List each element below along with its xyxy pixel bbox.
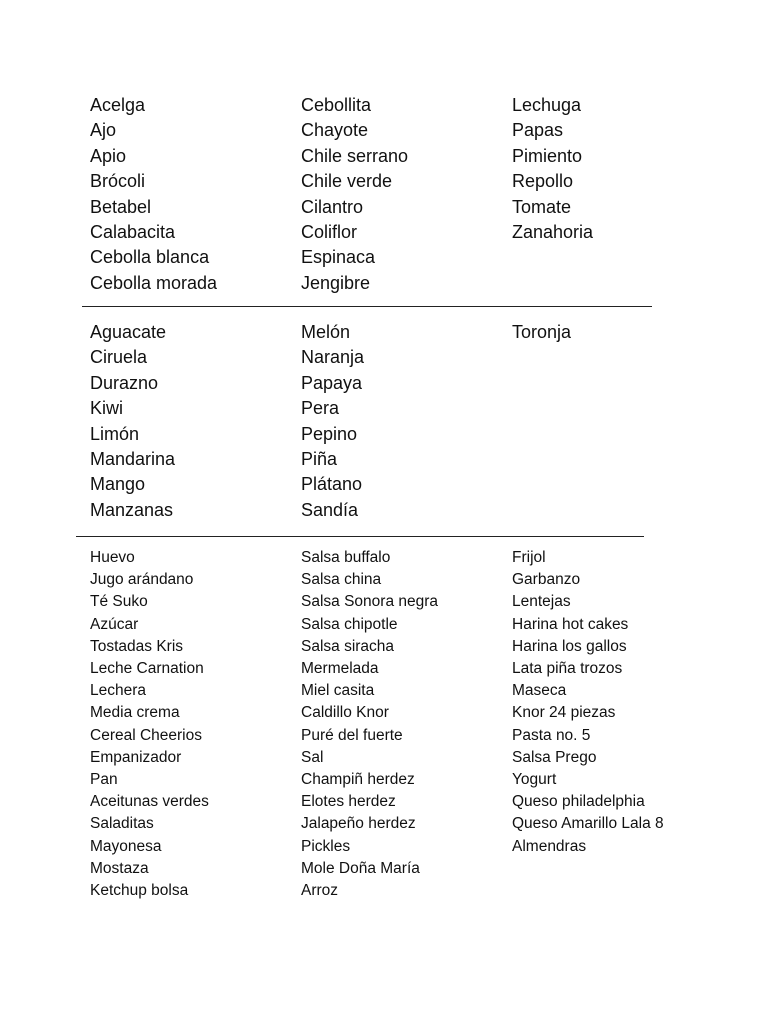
list-item: Papaya	[301, 372, 363, 393]
vegetables-section	[90, 93, 723, 296]
list-item: Mole Doña María	[301, 859, 420, 877]
list-item: Manzanas	[90, 499, 174, 520]
list-item: Frijol	[512, 549, 546, 566]
list-item: Tomate	[512, 196, 572, 217]
list-item: Té Suko	[90, 593, 148, 611]
list-item: Betabel	[90, 196, 152, 217]
list-item: Espinaca	[301, 247, 376, 268]
list-item: Sal	[301, 748, 324, 766]
list-item: Pimiento	[512, 145, 583, 166]
list-item: Almendras	[512, 837, 587, 855]
list-item: Mostaza	[90, 859, 149, 877]
list-item: Huevo	[90, 549, 135, 566]
list-item: Knor 24 piezas	[512, 704, 616, 722]
list-item: Saladitas	[90, 815, 154, 833]
fruits-section	[90, 320, 723, 523]
list-item: Lentejas	[512, 593, 571, 611]
fruits-column-1	[90, 320, 301, 523]
list-item: Salsa china	[301, 571, 382, 589]
list-item: Champiñ herdez	[301, 771, 415, 789]
fruits-column-3	[512, 320, 723, 523]
list-item: Azúcar	[90, 615, 139, 633]
groceries-columns	[90, 547, 723, 902]
list-item: Cebolla morada	[90, 272, 218, 293]
list-item: Ajo	[90, 120, 117, 141]
list-item: Ciruela	[90, 347, 148, 368]
list-item: Jengibre	[301, 272, 371, 293]
list-item: Sandía	[301, 499, 359, 520]
list-item: Naranja	[301, 347, 365, 368]
list-item: Piña	[301, 449, 338, 470]
groceries-column-2	[301, 547, 512, 902]
list-item: Coliflor	[301, 222, 358, 243]
list-item: Pan	[90, 771, 118, 789]
list-item: Harina los gallos	[512, 637, 627, 655]
list-item: Lechera	[90, 682, 147, 700]
list-item: Empanizador	[90, 748, 182, 766]
list-item: Ketchup bolsa	[90, 882, 189, 900]
list-item: Salsa siracha	[301, 637, 395, 655]
list-item: Aguacate	[90, 322, 167, 342]
list-item: Yogurt	[512, 771, 557, 789]
list-item: Papas	[512, 120, 564, 141]
list-item: Tostadas Kris	[90, 637, 184, 655]
fruits-columns	[90, 320, 723, 523]
list-item: Elotes herdez	[301, 793, 396, 811]
list-item: Salsa chipotle	[301, 615, 398, 633]
list-item: Repollo	[512, 171, 574, 192]
list-item: Pickles	[301, 837, 351, 855]
list-item: Salsa Sonora negra	[301, 593, 439, 611]
list-item: Media crema	[90, 704, 180, 722]
list-item: Leche Carnation	[90, 660, 204, 678]
list-item: Kiwi	[90, 398, 124, 419]
vegetables-column-2	[301, 93, 512, 296]
list-item: Harina hot cakes	[512, 615, 629, 633]
list-item: Jalapeño herdez	[301, 815, 416, 833]
list-item: Brócoli	[90, 171, 146, 192]
list-item: Aceitunas verdes	[90, 793, 209, 811]
list-item: Mandarina	[90, 449, 176, 470]
list-item: Pera	[301, 398, 340, 419]
list-item: Pasta no. 5	[512, 726, 591, 744]
list-item: Chayote	[301, 120, 369, 141]
list-item: Puré del fuerte	[301, 726, 403, 744]
vegetables-column-1	[90, 93, 301, 296]
list-item: Lata piña trozos	[512, 660, 623, 678]
list-item: Salsa Prego	[512, 748, 597, 766]
groceries-column-1	[90, 547, 301, 902]
list-item: Acelga	[90, 95, 146, 115]
list-item: Garbanzo	[512, 571, 581, 589]
list-item: Plátano	[301, 474, 363, 495]
list-item: Cebolla blanca	[90, 247, 210, 268]
list-item: Limón	[90, 423, 140, 444]
list-item: Jugo arándano	[90, 571, 194, 589]
list-item: Chile verde	[301, 171, 393, 192]
list-item: Calabacita	[90, 222, 176, 243]
list-item: Mermelada	[301, 660, 379, 678]
list-item: Mango	[90, 474, 146, 495]
list-item: Zanahoria	[512, 222, 594, 243]
list-item: Maseca	[512, 682, 567, 700]
list-item: Toronja	[512, 322, 572, 342]
list-item: Durazno	[90, 372, 159, 393]
list-item: Caldillo Knor	[301, 704, 389, 722]
list-item: Queso Amarillo Lala 8	[512, 815, 664, 833]
list-item: Melón	[301, 322, 351, 342]
list-item: Mayonesa	[90, 837, 162, 855]
list-item: Cebollita	[301, 95, 372, 115]
groceries-section	[90, 547, 723, 902]
list-item: Cereal Cheerios	[90, 726, 202, 744]
section-divider-2	[76, 536, 644, 537]
section-divider-1	[82, 306, 652, 307]
list-item: Queso philadelphia	[512, 793, 645, 811]
vegetables-column-3	[512, 93, 723, 296]
vegetables-columns	[90, 93, 723, 296]
groceries-column-3	[512, 547, 723, 902]
list-item: Cilantro	[301, 196, 364, 217]
list-item: Arroz	[301, 882, 339, 900]
list-item: Miel casita	[301, 682, 375, 700]
list-item: Pepino	[301, 423, 358, 444]
list-item: Chile serrano	[301, 145, 409, 166]
list-item: Lechuga	[512, 95, 582, 115]
list-item: Apio	[90, 145, 127, 166]
list-item: Salsa buffalo	[301, 549, 391, 566]
fruits-column-2	[301, 320, 512, 523]
